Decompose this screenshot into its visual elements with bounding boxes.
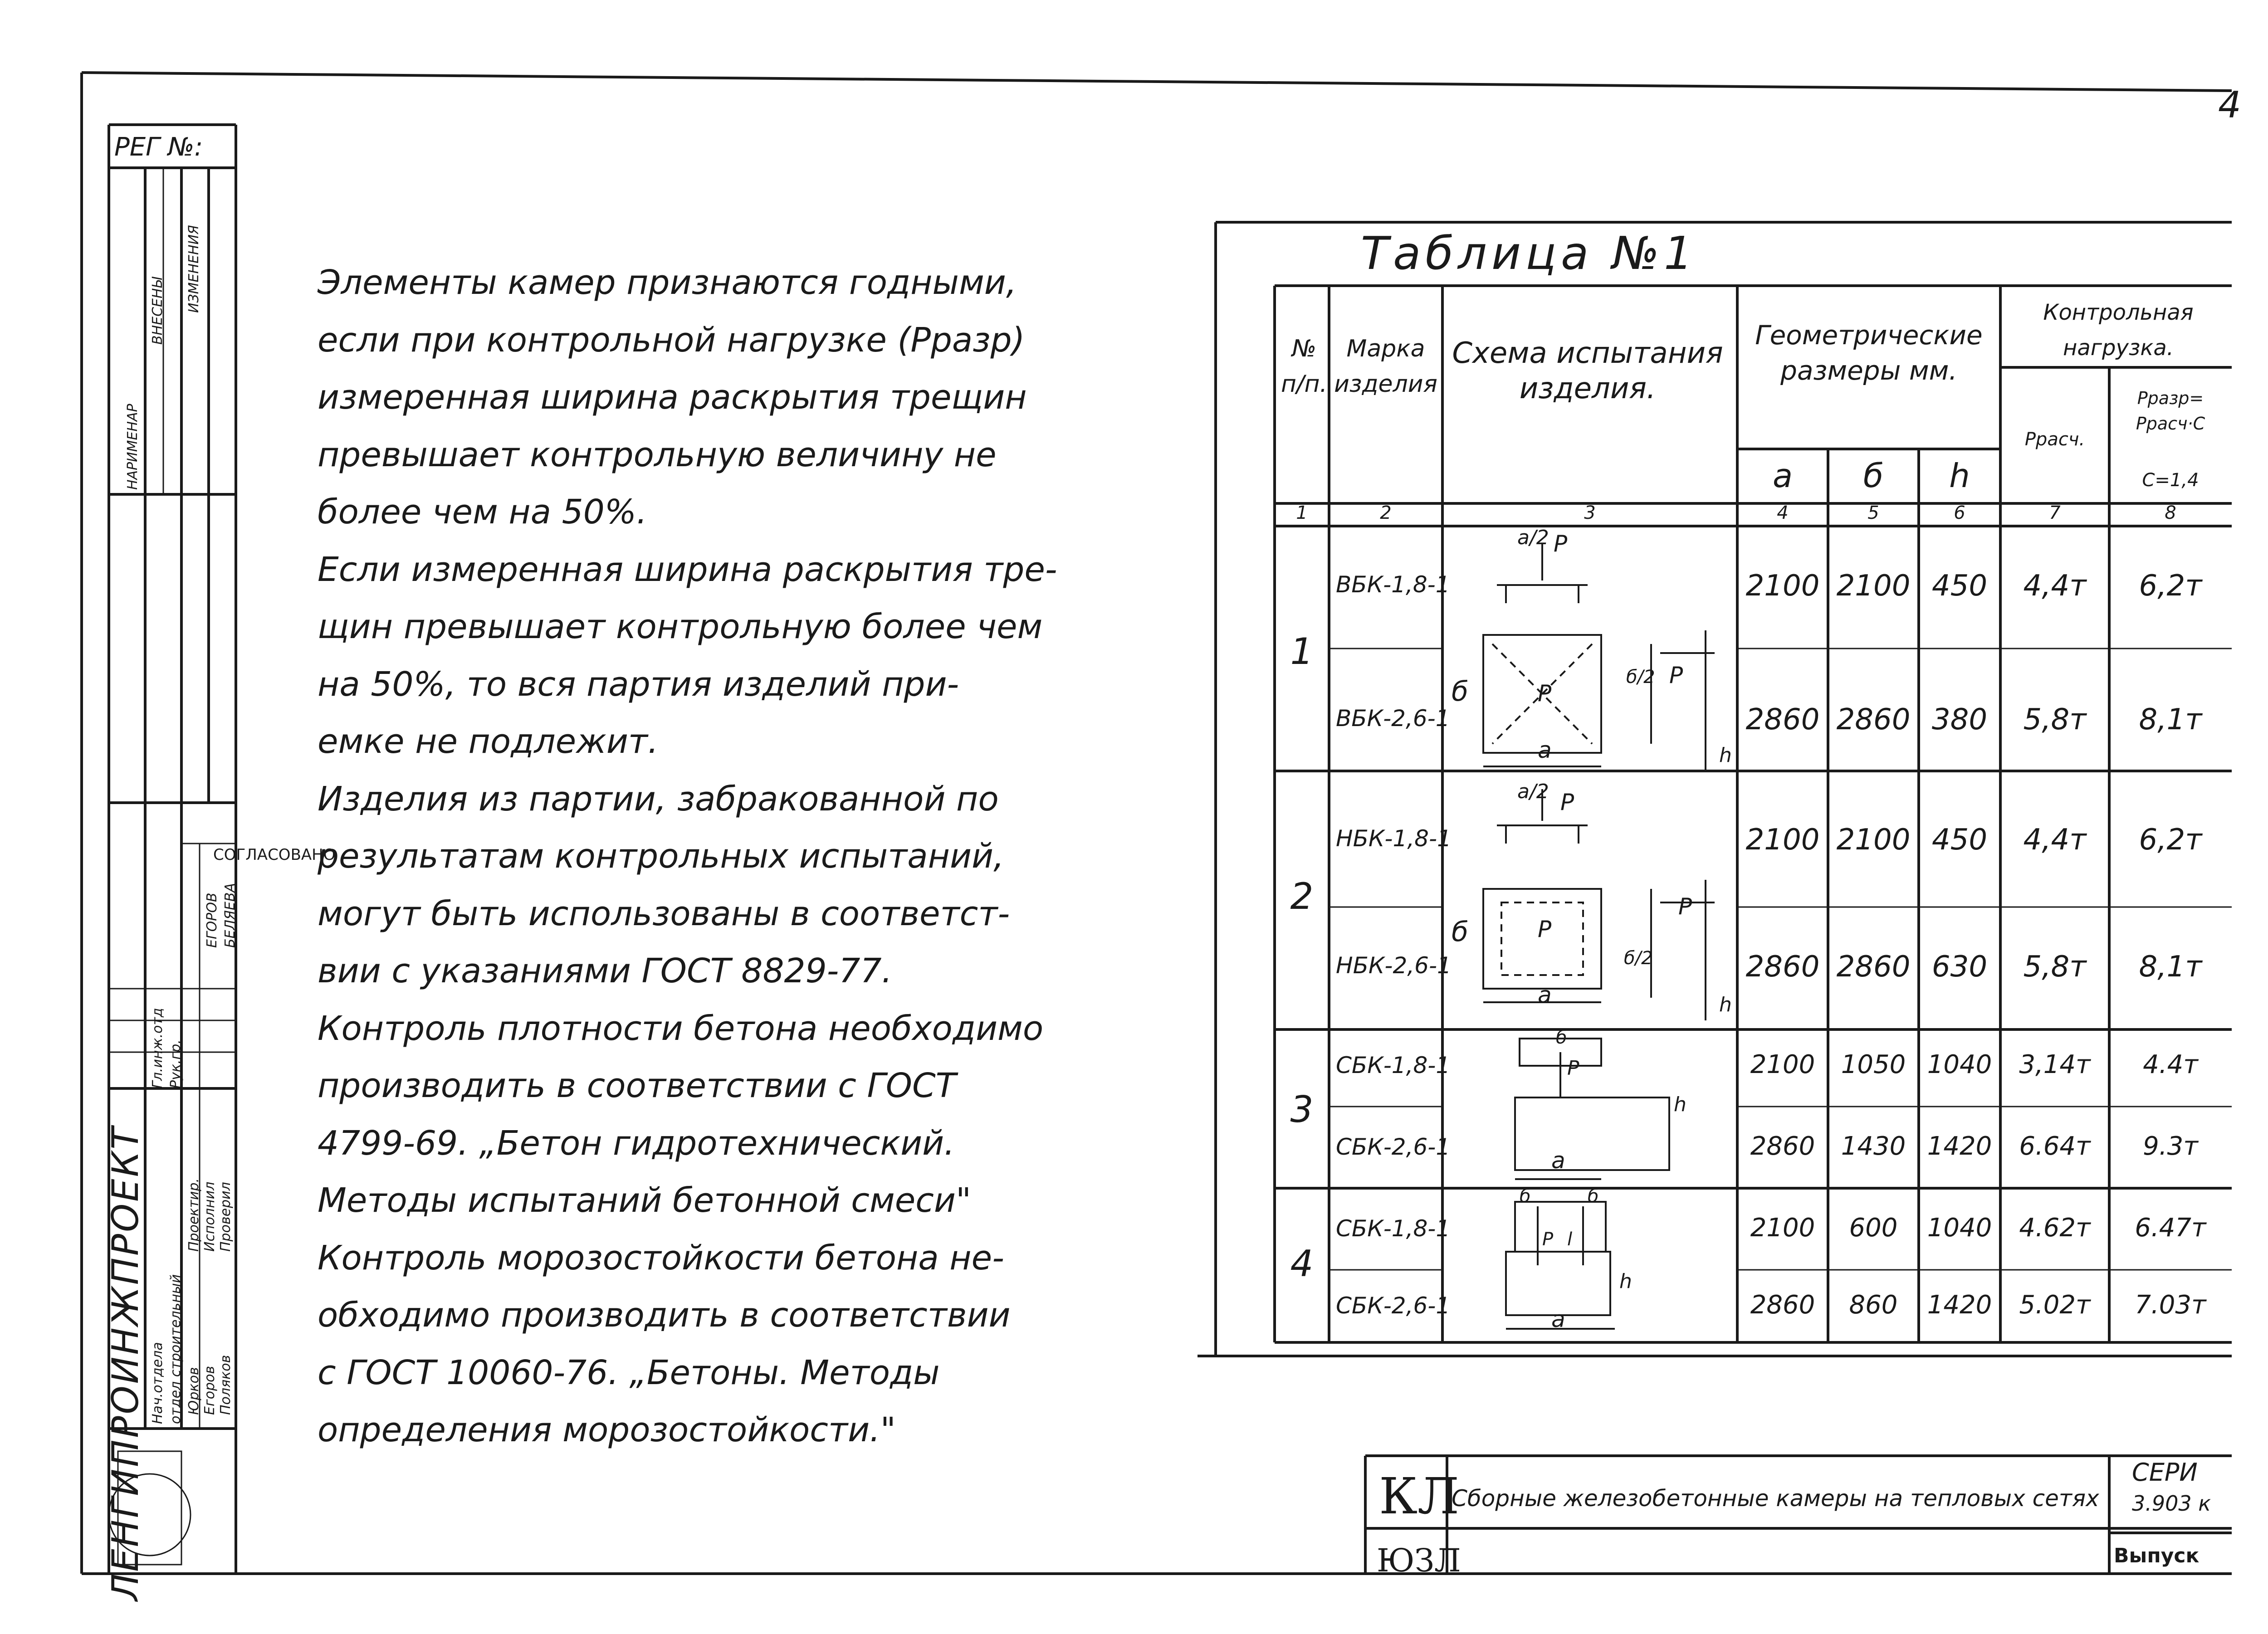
agreed-name-1: ЕГОРОВ (204, 893, 220, 948)
table-row-mark: ВБК-1,8-1 (1336, 571, 1450, 598)
body-line: Методы испытаний бетонной смеси" (318, 1181, 972, 1220)
scheme-label-b-half: б/2 (1624, 948, 1653, 969)
scheme-label-p: Р (1678, 893, 1692, 920)
scheme-label-a: а (1551, 1147, 1565, 1174)
cell-p-calc: 5,8т (2023, 703, 2087, 737)
body-line: щин превышает контрольную более чем (318, 607, 1043, 646)
cell-b: 1430 (1841, 1132, 1906, 1161)
reg-number-label: РЕГ №: (114, 132, 203, 162)
title-block-issue: Выпуск (2114, 1544, 2200, 1567)
scheme-label-a: а (1551, 1306, 1565, 1332)
cell-h: 1040 (1927, 1213, 1992, 1243)
header-b: б (1863, 457, 1884, 495)
scheme-vbk (1483, 544, 1715, 771)
cell-h: 1420 (1927, 1290, 1992, 1320)
stamp-role-4: Исполнил (202, 1181, 218, 1252)
col-number: 7 (2049, 502, 2061, 523)
col-number: 8 (2165, 502, 2176, 523)
cell-p-test: 6,2т (2139, 823, 2202, 857)
body-line: обходимо производить в соответствии (318, 1296, 1011, 1335)
stamp-role-2: Рук.гр. (168, 1039, 184, 1088)
body-line: на 50%, то вся партия изделий при- (318, 664, 959, 704)
body-line: Контроль плотности бетона необходимо (318, 1009, 1044, 1048)
header-a: а (1772, 457, 1793, 495)
title-block-series-number: 3.903 к (2132, 1491, 2211, 1516)
scheme-label-a: а (1538, 982, 1552, 1008)
cell-b: 2860 (1836, 703, 1911, 737)
table-row-mark: СБК-2,6-1 (1336, 1134, 1451, 1160)
cell-p-test: 4.4т (2143, 1050, 2198, 1079)
cell-b: 600 (1849, 1213, 1898, 1243)
title-block-code: КЛ (1379, 1467, 1459, 1525)
stamp-role-3: Проектир. (186, 1178, 202, 1252)
scheme-label-p: Р (1669, 662, 1683, 688)
header-h: h (1949, 457, 1970, 495)
table-row-mark: СБК-2,6-1 (1336, 1293, 1451, 1319)
header-mark: Марка изделия (1334, 335, 1437, 398)
scheme-sbk-1 (1515, 1039, 1669, 1179)
table-title: Таблица №1 (1361, 227, 1697, 280)
scheme-label-p: Р (1542, 1229, 1554, 1250)
col-number: 3 (1584, 502, 1596, 523)
stamp-person-2: Егоров (202, 1366, 218, 1415)
col-number: 4 (1777, 502, 1789, 523)
body-line: Если измеренная ширина раскрытия тре- (318, 550, 1057, 589)
header-geometry: Геометрические размеры мм. (1755, 320, 1983, 386)
col-number: 2 (1380, 502, 1392, 523)
scheme-label-p: Р (1554, 531, 1568, 557)
cell-b: 2100 (1836, 823, 1911, 857)
table-row-mark: ВБК-2,6-1 (1336, 705, 1450, 732)
stamp-role-1: Гл.инж.отд (150, 1008, 166, 1088)
header-num: № п/п. (1281, 335, 1328, 398)
scheme-label-h: h (1719, 744, 1732, 767)
cell-p-calc: 6.64т (2019, 1132, 2091, 1161)
body-line: Изделия из партии, забракованной по (318, 779, 999, 819)
cell-b: 1050 (1841, 1050, 1906, 1079)
cell-h: 450 (1931, 823, 1988, 857)
group-number: 2 (1290, 875, 1314, 917)
cell-a: 2100 (1745, 569, 1820, 603)
scheme-label-b: б (1520, 1186, 1531, 1207)
stamp-person-3: Поляков (218, 1355, 234, 1415)
cell-h: 1420 (1927, 1132, 1992, 1161)
body-line: вии с указаниями ГОСТ 8829-77. (318, 951, 893, 990)
scheme-label-l: l (1567, 1229, 1573, 1250)
cell-a: 2860 (1750, 1132, 1815, 1161)
cell-p-test: 9.3т (2143, 1132, 2198, 1161)
col-number: 6 (1954, 502, 1965, 523)
col-number: 1 (1296, 502, 1308, 523)
cell-p-test: 7.03т (2135, 1290, 2206, 1320)
body-line: производить в соответствии с ГОСТ (318, 1066, 956, 1105)
scheme-label-a: а (1538, 737, 1552, 763)
group-number: 4 (1290, 1243, 1314, 1285)
body-line: могут быть использованы в соответст- (318, 894, 1010, 933)
scheme-label-h: h (1719, 993, 1732, 1016)
scheme-label-p: Р (1538, 916, 1552, 942)
cell-p-test: 6.47т (2135, 1213, 2206, 1243)
agreed-label: СОГЛАСОВАНО (213, 846, 336, 864)
scheme-label-b: б (1452, 916, 1469, 948)
cell-a: 2100 (1750, 1213, 1815, 1243)
header-scheme: Схема испытания изделия. (1452, 337, 1723, 405)
col-number: 5 (1867, 502, 1879, 523)
cell-h: 1040 (1927, 1050, 1992, 1079)
stamp-changes-col-1: НАРИМЕНАР (125, 404, 141, 490)
table-row-mark: НБК-2,6-1 (1336, 952, 1452, 979)
cell-p-test: 8,1т (2139, 950, 2202, 984)
cell-p-calc: 5,8т (2023, 950, 2087, 984)
group-number: 3 (1290, 1088, 1314, 1131)
body-line: 4799-69. „Бетон гидротехнический. (318, 1123, 955, 1163)
cell-a: 2100 (1750, 1050, 1815, 1079)
cell-b: 2860 (1836, 950, 1911, 984)
stamp-role-5: Проверил (218, 1182, 234, 1252)
body-line: Контроль морозостойкости бетона не- (318, 1238, 1004, 1278)
table-row-mark: НБК-1,8-1 (1336, 825, 1452, 852)
cell-a: 2100 (1745, 823, 1820, 857)
cell-a: 2860 (1745, 950, 1820, 984)
stamp-dept-head: Нач.отдела (150, 1342, 166, 1424)
body-line: превышает контрольную величину не (318, 435, 997, 474)
cell-b: 2100 (1836, 569, 1911, 603)
stamp-person-1: Юрков (186, 1367, 202, 1415)
group-number: 1 (1290, 630, 1314, 673)
scheme-label-p: Р (1538, 680, 1552, 707)
body-line: результатам контрольных испытаний, (318, 837, 1004, 876)
agreed-name-2: БЕЛЯЕВА (222, 883, 238, 948)
body-line: если при контрольной нагрузке (Рразр) (318, 320, 1025, 360)
cell-p-test: 6,2т (2139, 569, 2202, 603)
body-line: измеренная ширина раскрытия трещин (318, 378, 1027, 417)
cell-b: 860 (1849, 1290, 1898, 1320)
cell-h: 630 (1931, 950, 1988, 984)
body-text (318, 254, 1225, 1459)
cell-h: 450 (1931, 569, 1988, 603)
scheme-label-b: б (1588, 1186, 1599, 1207)
cell-p-calc: 4,4т (2023, 823, 2087, 857)
header-c-coef: С=1,4 (2142, 470, 2199, 491)
scheme-label-b: б (1452, 676, 1469, 707)
body-line: определения морозостойкости." (318, 1410, 896, 1449)
organization-name: ЛЕНГИПРОИНЖПРОЕКТ (104, 1125, 147, 1601)
cell-p-calc: 4,4т (2023, 569, 2087, 603)
scheme-label-b: б (1556, 1027, 1567, 1048)
stamp-dept: отдел строительный (168, 1274, 184, 1424)
scheme-label-a-half: а/2 (1517, 780, 1549, 803)
scheme-label-h: h (1674, 1093, 1686, 1116)
header-p-calc: Ррасч. (2024, 429, 2085, 450)
body-line: Элементы камер признаются годными, (318, 263, 1017, 302)
body-line: емке не подлежит. (318, 722, 659, 761)
cell-a: 2860 (1750, 1290, 1815, 1320)
title-block-title: Сборные железобетонные камеры на тепловых сетях (1452, 1485, 2099, 1512)
body-line: с ГОСТ 10060-76. „Бетоны. Методы (318, 1353, 940, 1392)
page-number: 4 (2218, 84, 2241, 126)
body-line: более чем на 50%. (318, 493, 647, 532)
cell-h: 380 (1931, 703, 1988, 737)
cell-a: 2860 (1745, 703, 1820, 737)
stamp-changes-col-3: ИЗМЕНЕНИЯ (186, 225, 202, 313)
table-row-mark: СБК-1,8-1 (1336, 1052, 1451, 1078)
scheme-label-b-half: б/2 (1626, 667, 1655, 688)
header-load: Контрольная нагрузка. (2043, 300, 2194, 361)
cell-p-calc: 5.02т (2019, 1290, 2091, 1320)
table-row-mark: СБК-1,8-1 (1336, 1215, 1451, 1242)
cell-p-calc: 4.62т (2019, 1213, 2091, 1243)
cell-p-test: 8,1т (2139, 703, 2202, 737)
scheme-label-a-half: а/2 (1517, 526, 1549, 549)
title-block-sheet-code: ЮЗЛ (1377, 1542, 1461, 1579)
scheme-label-p: Р (1567, 1057, 1579, 1080)
scheme-label-h: h (1619, 1270, 1632, 1293)
title-block-series: СЕРИ (2132, 1458, 2198, 1487)
cell-p-calc: 3,14т (2019, 1050, 2091, 1079)
header-p-test: Рразр= Ррасч·С (2136, 388, 2205, 434)
scheme-label-p: Р (1560, 789, 1574, 815)
stamp-changes-col-2: ВНЕСЕНЫ (150, 277, 166, 345)
